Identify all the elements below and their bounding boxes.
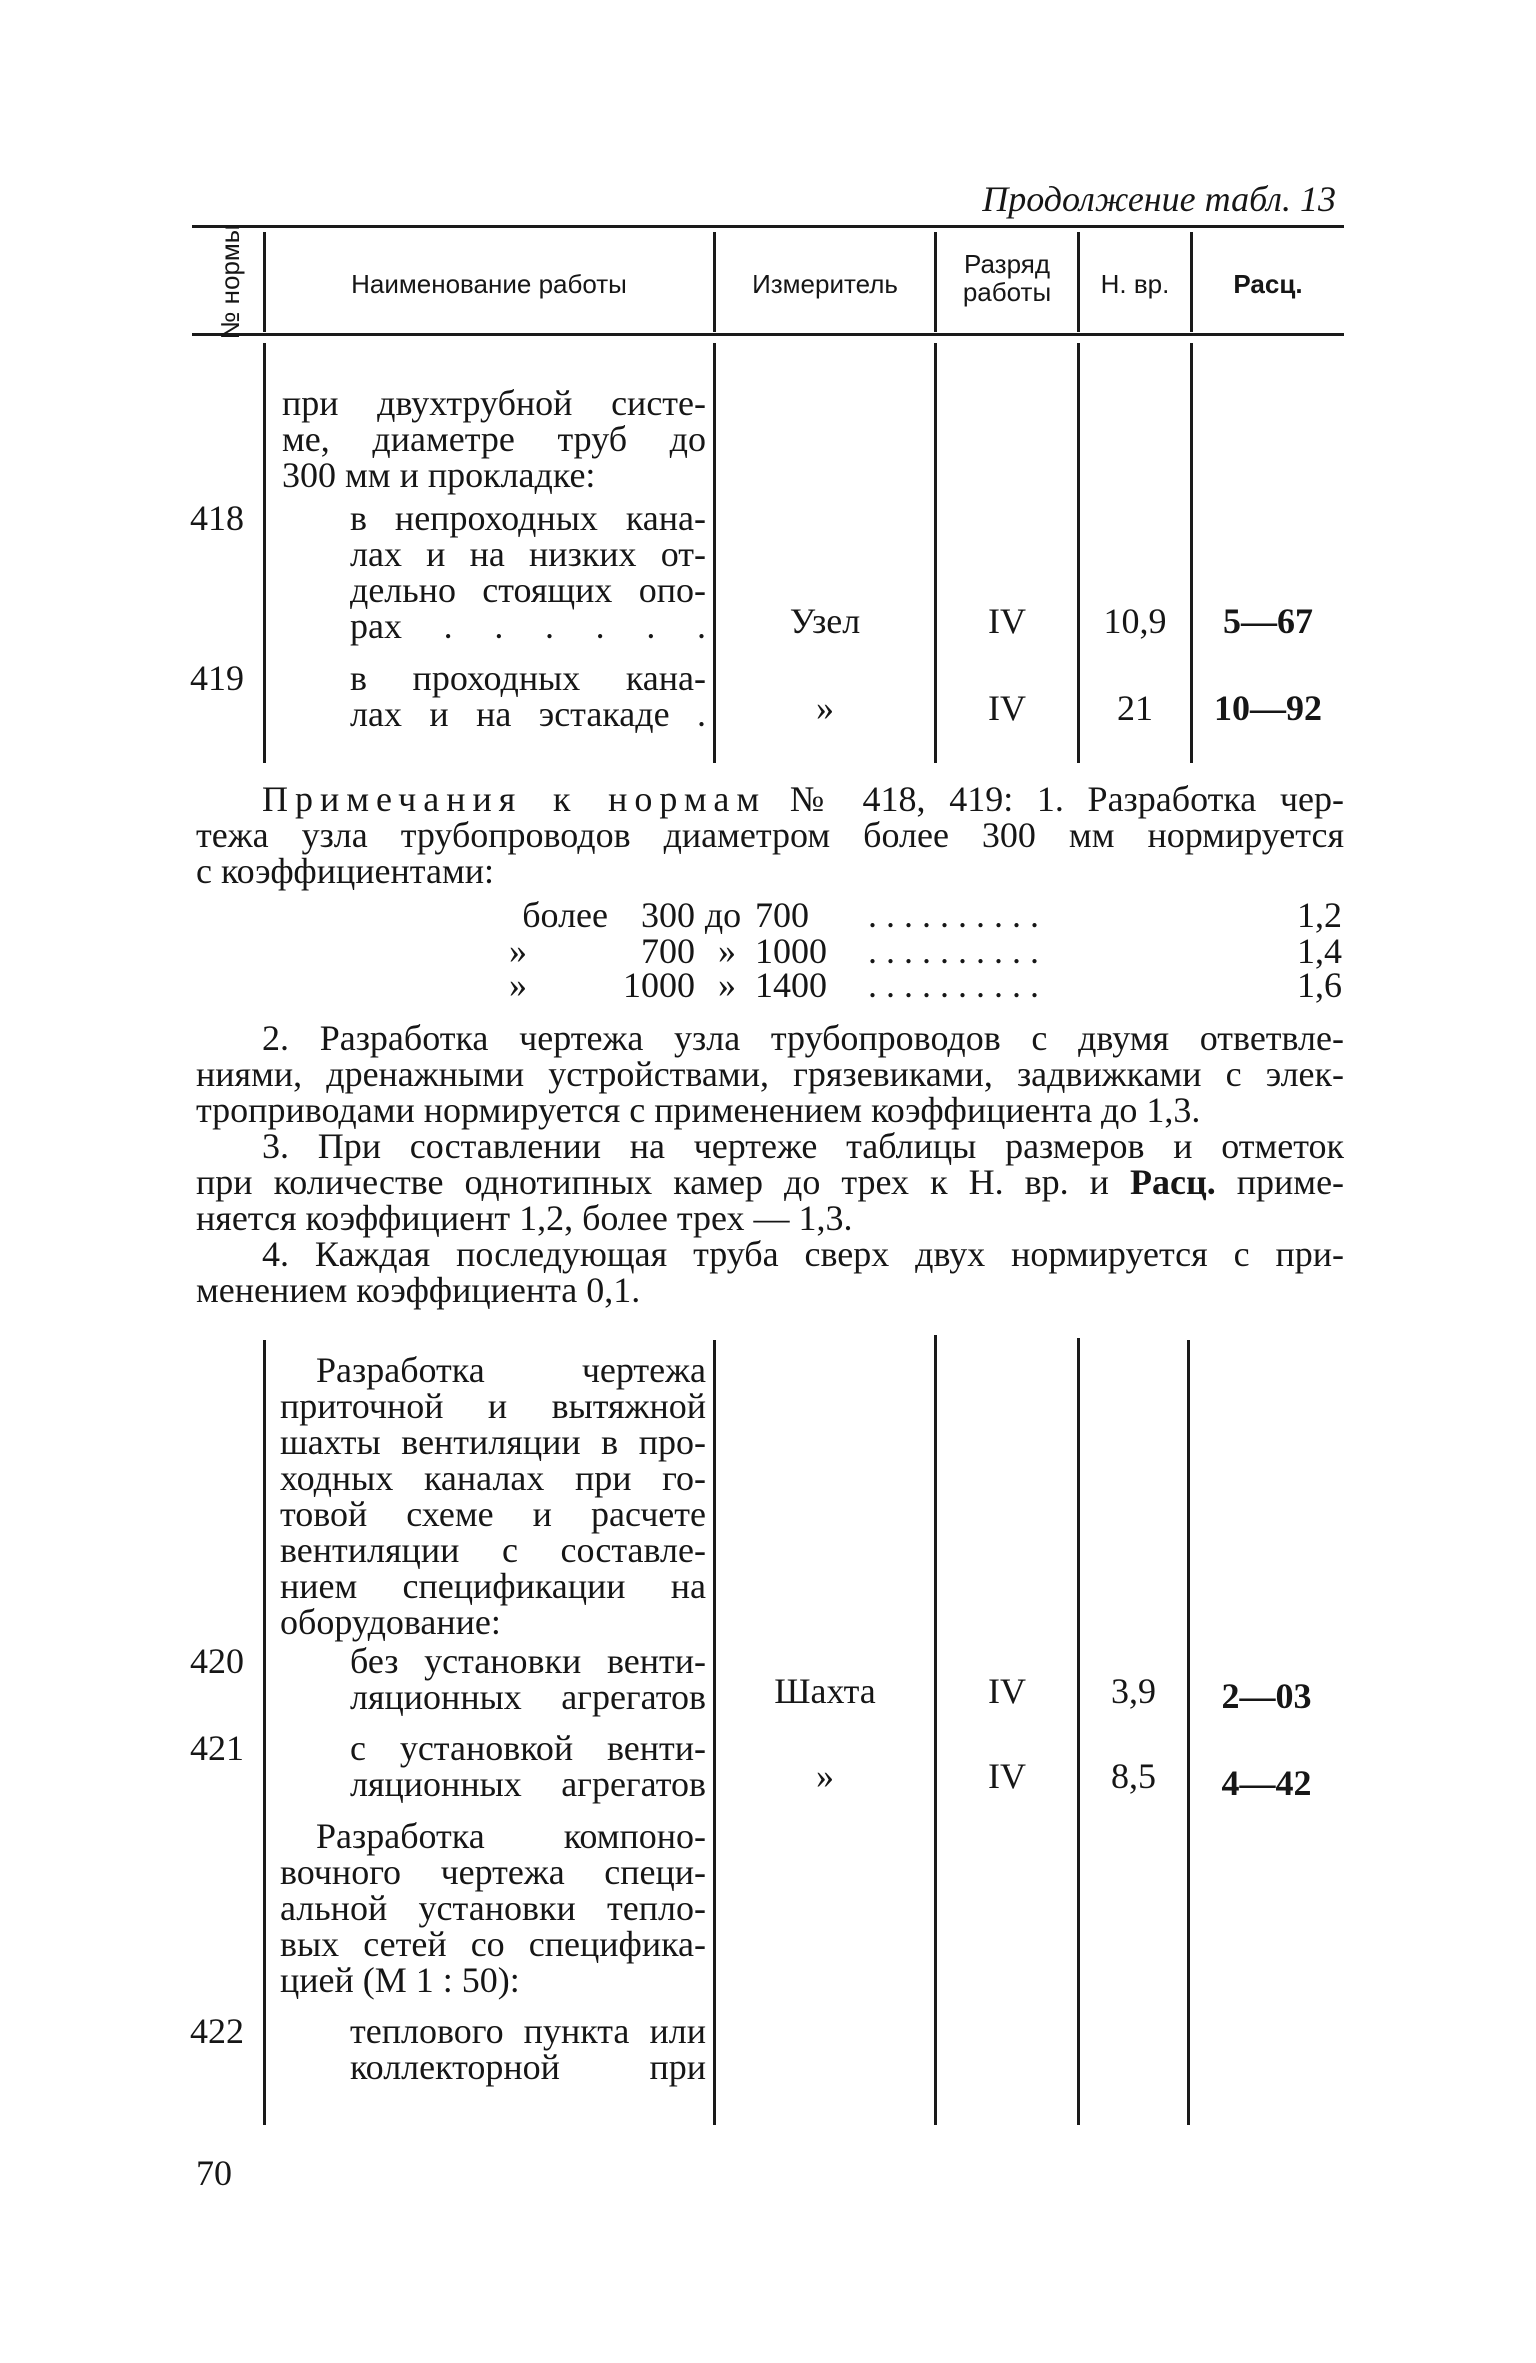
row-422-name [350, 2013, 706, 2085]
text-line: в проходных кана- [350, 658, 706, 698]
text-line: лах и на эстакаде . [350, 694, 706, 734]
header-rate: Расц. [1233, 269, 1303, 299]
coef-k: 1,4 [1297, 931, 1342, 971]
coef-b: 300 [641, 895, 695, 935]
row-418-unit: Узел [789, 601, 861, 641]
text-line: теплового пункта или [350, 2011, 706, 2051]
row-419-unit: » [816, 688, 834, 728]
body-separator [1187, 1340, 1190, 2125]
row-420-rate: 2—03 [1221, 1676, 1312, 1716]
text-line: ходных каналах при го- [280, 1458, 706, 1498]
header-work-name: Наименование работы [351, 269, 627, 299]
text-line [196, 1164, 1344, 1200]
row-420-grade: IV [988, 1671, 1026, 1711]
row-420-number: 420 [190, 1641, 244, 1681]
block1-intro [282, 385, 706, 493]
row-420-name [350, 1643, 706, 1715]
coef-c: » [718, 965, 736, 1005]
body-separator [934, 1335, 937, 2125]
table-header-bottom-rule [192, 333, 1344, 336]
page-number: 70 [196, 2153, 232, 2193]
coef-d: 1400 [755, 965, 827, 1005]
row-420-unit: Шахта [774, 1671, 876, 1711]
note-3-text: при количестве однотипных камер до трех к Н. вр. и [196, 1162, 1109, 1202]
text-line: троприводами нормируется с применением коэффициента до 1,3. [196, 1090, 1201, 1130]
notes-first-line [196, 781, 1344, 817]
row-421-name [350, 1730, 706, 1802]
row-418-rate: 5—67 [1223, 601, 1313, 641]
note-3-rate-term: Расц. [1129, 1162, 1216, 1202]
coef-row-2 [0, 933, 1344, 969]
row-419-time: 21 [1117, 688, 1153, 728]
row-419-name [350, 660, 706, 732]
text-line: альной установки тепло- [280, 1888, 706, 1928]
coef-d: 700 [755, 895, 809, 935]
body-separator [1077, 1338, 1080, 2125]
text-line: оборудование: [280, 1602, 501, 1642]
text-line: приточной и вытяжной [280, 1386, 706, 1426]
coef-row-1 [0, 897, 1344, 933]
text-line: вочного чертежа специ- [280, 1852, 706, 1892]
note-3 [196, 1128, 1344, 1236]
coef-k: 1,6 [1297, 965, 1342, 1005]
text-line: в непроходных кана- [350, 498, 706, 538]
text-line: шахты вентиляции в про- [280, 1422, 706, 1462]
note-2 [196, 1020, 1344, 1128]
text-line: 4. Каждая последующая труба сверх двух нормируется с при- [262, 1234, 1344, 1274]
text-line: товой схеме и расчете [280, 1494, 706, 1534]
text-line: няется коэффициент 1,2, более трех — 1,3. [196, 1198, 853, 1238]
row-419-number: 419 [190, 658, 244, 698]
text-line: без установки венти- [350, 1641, 706, 1681]
row-420-time: 3,9 [1111, 1671, 1156, 1711]
coef-c: » [718, 931, 736, 971]
text-line: 2. Разработка чертежа узла трубопроводов с двумя ответвле- [262, 1018, 1344, 1058]
header-norm-number: № нормы [215, 224, 245, 340]
coef-k: 1,2 [1297, 895, 1342, 935]
coef-d: 1000 [755, 931, 827, 971]
coef-dots: . . . . . . . . . . [868, 965, 1039, 1005]
note-3-text: приме- [1236, 1162, 1345, 1202]
row-421-time: 8,5 [1111, 1756, 1156, 1796]
row-418-number: 418 [190, 498, 244, 538]
coef-a: » [509, 965, 527, 1005]
notes-first: № 418, 419: 1. Разработка чер- [789, 779, 1345, 819]
row-418-time: 10,9 [1103, 601, 1167, 641]
body-separator [263, 343, 266, 763]
text-line: Разработка компоно- [316, 1816, 706, 1856]
text-line: вых сетей со специфика- [280, 1924, 706, 1964]
note-4 [196, 1236, 1344, 1308]
coef-c: до [704, 895, 742, 935]
text-line: коллекторной при [350, 2047, 706, 2087]
row-419-grade: IV [988, 688, 1026, 728]
header-time: Н. вр. [1100, 269, 1170, 299]
notes-lead: Примечания к нормам [262, 779, 767, 819]
row-421-rate: 4—42 [1221, 1763, 1312, 1803]
body-separator [263, 1340, 266, 2125]
text-line: ляционных агрегатов [350, 1677, 706, 1717]
block2-intro-2 [280, 1818, 706, 1998]
text-line: цией (М 1 : 50): [280, 1960, 520, 2000]
text-line: нием спецификации на [280, 1566, 706, 1606]
row-422-number: 422 [190, 2011, 244, 2051]
row-421-number: 421 [190, 1728, 244, 1768]
coef-dots: . . . . . . . . . . [868, 895, 1039, 935]
text-line: лах и на низких от- [350, 534, 706, 574]
text-line: 300 мм и прокладке: [282, 455, 596, 495]
notes-section [196, 781, 1344, 889]
text-line: ниями, дренажными устройствами, грязевиками, задвижками с элек- [196, 1054, 1344, 1094]
coef-dots: . . . . . . . . . . [868, 931, 1039, 971]
table-top-rule [192, 225, 1344, 228]
coef-a: » [509, 931, 527, 971]
text-line: менением коэффициента 0,1. [196, 1270, 641, 1310]
row-421-unit: » [816, 1756, 834, 1796]
body-separator [713, 1340, 716, 2125]
text-line: тежа узла трубопроводов диаметром более 300 мм нормируется [196, 815, 1344, 855]
text-line: ляционных агрегатов [350, 1764, 706, 1804]
coef-a: более [522, 895, 608, 935]
table-continuation-label: Продолжение табл. 13 [982, 179, 1336, 219]
coef-row-3 [0, 967, 1344, 1003]
block2-intro [280, 1352, 706, 1640]
text-line: ме, диаметре труб до [282, 419, 706, 459]
text-line: вентиляции с составле- [280, 1530, 706, 1570]
text-line: дельно стоящих опо- [350, 570, 706, 610]
row-419-rate: 10—92 [1214, 688, 1322, 728]
text-line: Разработка чертежа [316, 1350, 706, 1390]
row-418-name [350, 500, 706, 644]
coef-b: 1000 [623, 965, 695, 1005]
text-line: при двухтрубной систе- [282, 383, 706, 423]
coef-b: 700 [641, 931, 695, 971]
row-421-grade: IV [988, 1756, 1026, 1796]
text-line: рах . . . . . . [350, 606, 706, 646]
header-grade: Разряд работы [962, 249, 1052, 307]
text-line: с установкой венти- [350, 1728, 706, 1768]
row-418-grade: IV [988, 601, 1026, 641]
header-unit: Измеритель [752, 269, 898, 299]
text-line: с коэффициентами: [196, 851, 495, 891]
text-line: 3. При составлении на чертеже таблицы размеров и отметок [262, 1126, 1344, 1166]
